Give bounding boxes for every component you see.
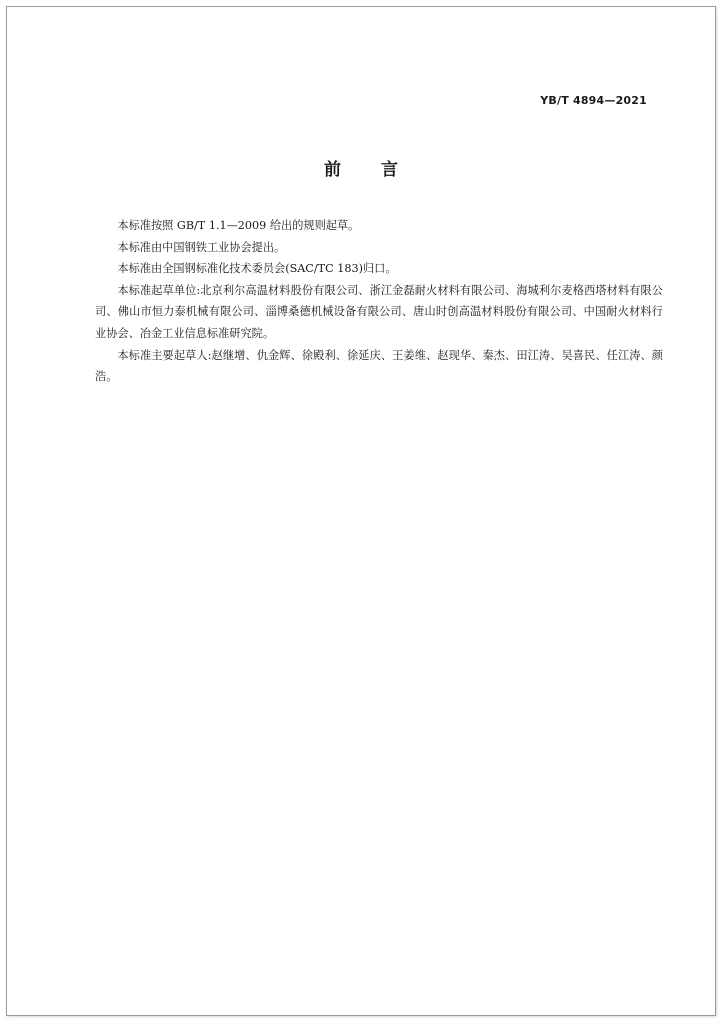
paragraph-proposer: 本标准由中国钢铁工业协会提出。 [117,240,286,254]
paragraph-drafting-units: 本标准起草单位:北京利尔高温材料股份有限公司、浙江金磊耐火材料有限公司、海城利尔麦格西塔材料有限公司、佛山市恒力泰机械有限公司、淄博桑德机械设备有限公司、唐山时创高温材料股份有限公司、中国耐火材料行业协会、冶金工业信息标准研究院。 [95,283,663,340]
paragraph-drafting-rules: 本标准按照 GB/T 1.1—2009 给出的规则起草。 [117,219,360,232]
paragraph-drafters: 本标准主要起草人:赵继增、仇金辉、徐殿利、徐延庆、王姜维、赵现华、秦杰、田江涛、吴喜民、任江涛、颜浩。 [95,348,663,384]
body-text [95,215,663,388]
document-page [6,6,716,1016]
page-title: 前言 [324,160,438,180]
standard-code: YB/T 4894—2021 [540,94,647,107]
paragraph-committee: 本标准由全国钢标准化技术委员会(SAC/TC 183)归口。 [117,262,397,276]
